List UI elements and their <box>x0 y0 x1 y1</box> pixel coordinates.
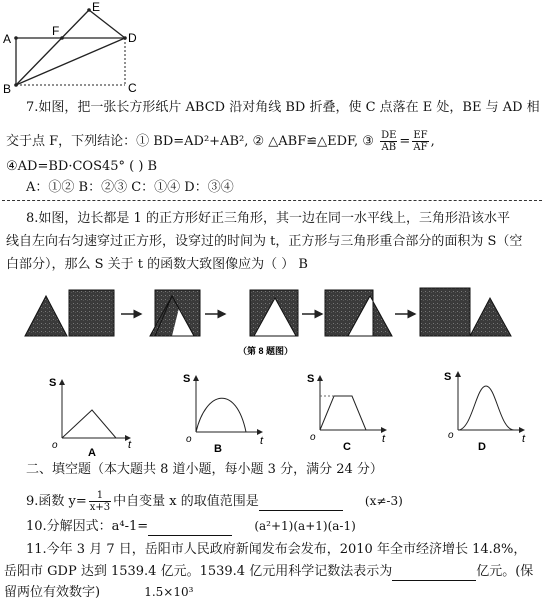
q8-line1: 8.如图，边长都是 1 的正方形好正三角形，其一边在同一水平线上，三角形沿该水平 <box>26 211 510 226</box>
graph-d <box>444 371 526 453</box>
diag-bd <box>16 38 125 85</box>
q8-figure-caption: （第 8 题图） <box>238 346 294 356</box>
svg-text:o: o <box>186 434 192 445</box>
q7-frac-de-ab: $\frac{DE}{AB}$ <box>381 130 397 153</box>
svg-text:S: S <box>307 373 315 385</box>
svg-text:A: A <box>88 447 96 459</box>
svg-text:t: t <box>128 439 132 451</box>
q8-line2: 线自左向右匀速穿过正方形，设穿过的时间为 t，正方形与三角形重合部分的面积为 S（空 <box>6 234 523 249</box>
svg-text:o: o <box>310 432 316 443</box>
q11-answer: 1.5×10³ <box>144 585 194 599</box>
svg-text:o: o <box>448 430 454 441</box>
q7-frac-ef-af: $\frac{EF}{AF}$ <box>413 130 428 153</box>
q9-blank <box>259 494 343 511</box>
line-ed <box>89 10 125 38</box>
q11-line3: 留两位有效数字) 1.5×10³ <box>4 585 194 600</box>
panel-2 <box>150 290 200 336</box>
svg-text:B: B <box>214 443 222 455</box>
section-separator <box>2 200 542 201</box>
q11-line1: 11.今年 3 月 7 日，岳阳市人民政府新闻发布会发布，2010 年全市经济增长 14.8%， <box>26 542 527 557</box>
q9-answer: (x≠-3) <box>364 494 403 508</box>
q8-line3: 白部分），那么 S 关于 t 的函数大致图像应为（ ） B <box>6 257 308 272</box>
svg-text:S: S <box>49 377 57 389</box>
panel-1 <box>25 290 114 336</box>
q7-options: A：①② B：②③ C：①④ D：③④ <box>26 180 234 195</box>
svg-text:t: t <box>260 435 264 447</box>
label-d: D <box>128 31 137 45</box>
q10-line: 10.分解因式：a⁴-1= (a²+1)(a+1)(a-1) <box>26 519 356 534</box>
panel-3 <box>250 290 298 336</box>
q8-answer-graphs <box>0 368 548 460</box>
panel-4 <box>325 290 392 336</box>
panel-5 <box>420 288 511 336</box>
svg-text:D: D <box>478 441 486 453</box>
label-c: C <box>128 81 137 95</box>
q7-line2: 交于点 F，下列结论：① BD=AD²+AB², ② △ABF≌△EDF, ③ $\frac{DE}{AB}$ = $\frac{EF}{AF}$ , <box>6 130 435 153</box>
graph-b <box>183 373 264 455</box>
q11-line2: 岳阳市 GDP 达到 1539.4 亿元。1539.4 亿元用科学记数法表示为 亿元。(保 <box>4 564 534 579</box>
svg-text:t: t <box>382 433 386 445</box>
label-b: B <box>3 82 12 96</box>
q8-sequence-figure <box>0 278 548 360</box>
q7-line1: 7.如图，把一张长方形纸片 ABCD 沿对角线 BD 折叠，使 C 点落在 E 处，BE 与 AD 相 <box>26 100 540 115</box>
svg-text:C: C <box>343 441 351 453</box>
graph-a <box>49 377 132 459</box>
section2-header: 二、填空题（本大题共 8 道小题，每小题 3 分，满分 24 分） <box>26 462 383 477</box>
svg-text:S: S <box>444 371 452 383</box>
label-f: F <box>52 24 60 38</box>
line-be <box>16 10 89 85</box>
graph-c <box>307 373 386 453</box>
q9-frac: $\frac{1}{x+3}$ <box>89 490 111 513</box>
label-a: A <box>3 32 12 46</box>
q9-line: 9.函数 y= $\frac{1}{x+3}$ 中自变量 x 的取值范围是 (x≠-3) <box>26 490 403 513</box>
svg-text:t: t <box>522 433 526 445</box>
q11-blank <box>392 564 476 581</box>
q7-line3: ④AD=BD·COS45° ( ) B <box>6 159 158 174</box>
svg-text:o: o <box>52 440 58 451</box>
q7-line2-text: 交于点 F，下列结论：① BD=AD²+AB², ② △ABF≌△EDF, ③ <box>6 134 379 149</box>
q7-fold-figure <box>0 0 160 100</box>
q10-answer: (a²+1)(a+1)(a-1) <box>254 519 356 533</box>
svg-text:S: S <box>183 373 191 385</box>
q10-blank <box>148 519 232 536</box>
label-e: E <box>92 0 101 14</box>
